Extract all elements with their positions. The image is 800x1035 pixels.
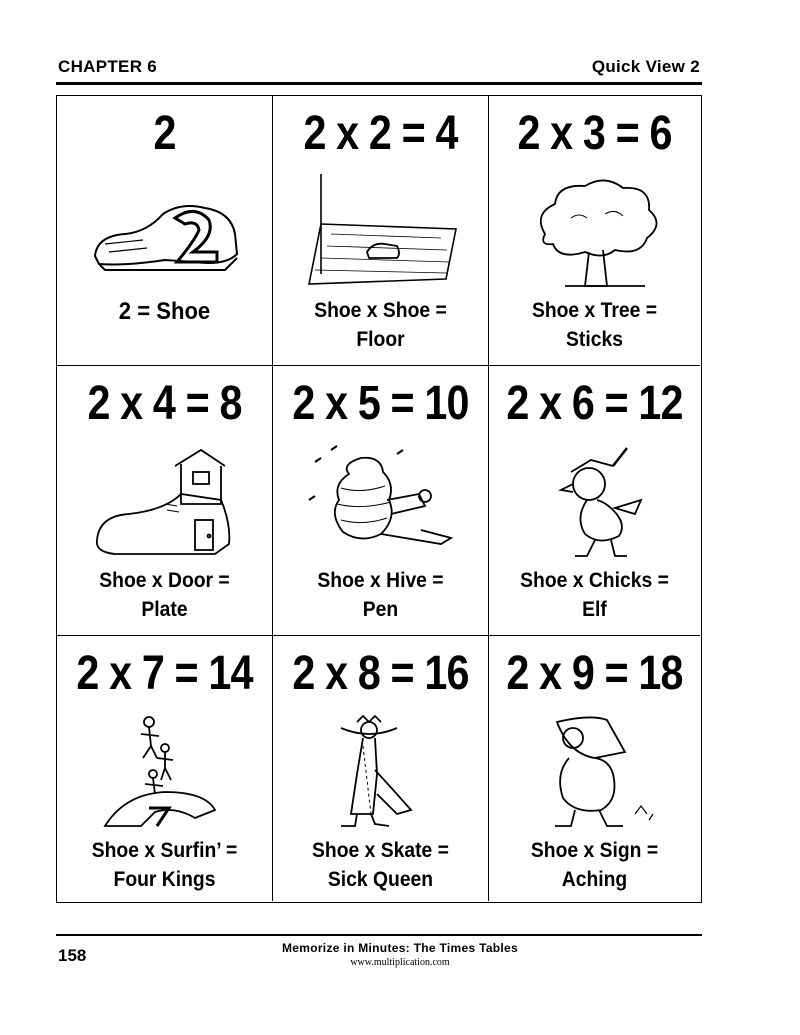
caption-line-1: Shoe x Surfin’ =: [91, 839, 238, 862]
floor-shoe-icon: [301, 174, 461, 294]
sign-carrier-icon: [515, 714, 675, 834]
card-2x8: [273, 636, 489, 901]
caption-line-1: Shoe x Tree =: [531, 299, 658, 322]
flashcard-grid: [56, 95, 702, 903]
card-equation: 2 x 2 = 4: [303, 107, 458, 160]
card-caption: [282, 566, 480, 624]
card-caption: [66, 566, 264, 624]
card-caption: [497, 566, 691, 624]
card-2x2: [273, 96, 489, 366]
shoe-2-icon: [85, 174, 245, 294]
card-2x9: [489, 636, 700, 901]
page-header: [56, 56, 702, 85]
caption-line-1: Shoe x Skate =: [312, 839, 449, 862]
caption-line-2: Pen: [362, 598, 399, 621]
card-equation: 2 x 8 = 16: [292, 647, 469, 700]
caption-line-1: Shoe x Door =: [99, 569, 230, 592]
caption-line-1: 2 = Shoe: [118, 298, 211, 325]
beehive-writer-icon: [301, 444, 461, 564]
caption-line-2: Four Kings: [113, 868, 216, 891]
book-title: Memorize in Minutes: The Times Tables: [281, 941, 519, 955]
card-2x3: [489, 96, 700, 366]
caption-line-1: Shoe x Shoe =: [314, 299, 447, 322]
card-2x7: [57, 636, 273, 901]
caption-line-2: Floor: [356, 328, 405, 351]
page-number: 158: [58, 946, 87, 965]
card-equation: 2 x 9 = 18: [506, 647, 683, 700]
card-2x6: [489, 366, 700, 636]
card-caption: [282, 296, 480, 354]
card-equation: 2 x 6 = 12: [506, 377, 683, 430]
caption-line-1: Shoe x Chicks =: [520, 569, 669, 592]
caption-line-2: Sick Queen: [327, 868, 434, 891]
caption-line-2: Elf: [582, 598, 607, 621]
card-equation: 2: [153, 107, 176, 160]
card-2x4: [57, 366, 273, 636]
shoe-house-icon: [85, 444, 245, 564]
card-caption: [66, 836, 264, 894]
card-caption: [497, 836, 691, 894]
skating-queen-icon: [301, 714, 461, 834]
caption-line-1: Shoe x Sign =: [530, 839, 659, 862]
card-equation: 2 x 5 = 10: [292, 377, 469, 430]
card-equation: 2 x 3 = 6: [517, 107, 672, 160]
quick-view-label: Quick View 2: [591, 57, 700, 76]
book-url: www.multiplication.com: [350, 957, 450, 968]
tree-icon: [515, 174, 675, 294]
card-equation: 2 x 7 = 14: [76, 647, 253, 700]
card-equation: 2 x 4 = 8: [87, 377, 242, 430]
caption-line-2: Plate: [141, 598, 188, 621]
card-2x5: [273, 366, 489, 636]
card-caption: [497, 296, 691, 354]
caption-line-2: Aching: [561, 868, 628, 891]
caption-line-2: Sticks: [566, 328, 623, 351]
chick-elf-icon: [515, 444, 675, 564]
caption-line-1: Shoe x Hive =: [317, 569, 444, 592]
chapter-label: CHAPTER 6: [58, 57, 158, 76]
card-2: [57, 96, 273, 366]
surfing-kings-icon: [85, 714, 245, 834]
footer-rule: [56, 934, 702, 936]
card-caption: [66, 297, 264, 326]
card-caption: [282, 836, 480, 894]
